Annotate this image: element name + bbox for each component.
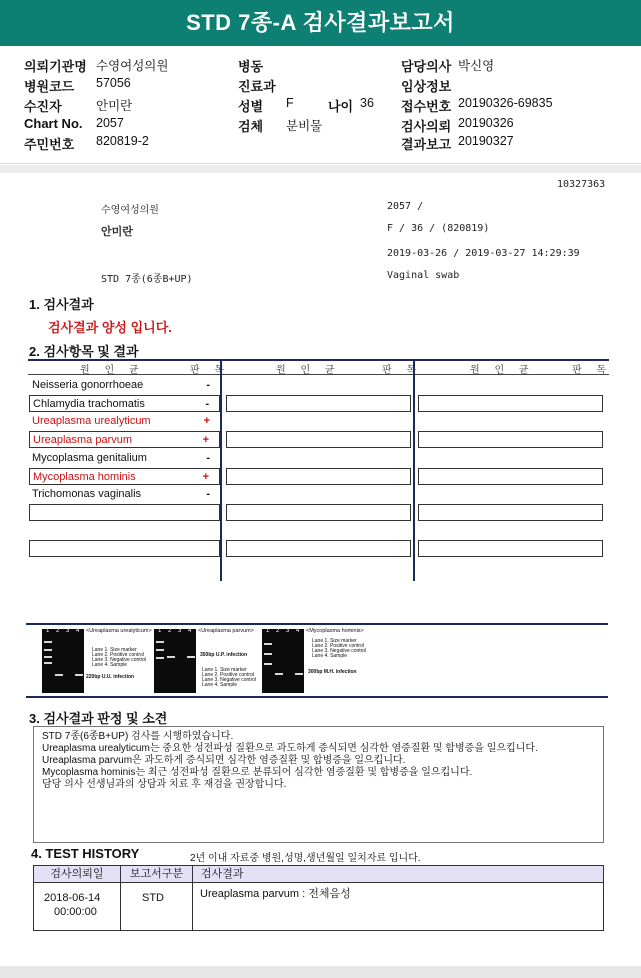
lane-number: 3 [66, 628, 70, 634]
opinion-line: Mycoplasma hominis는 최근 성전파성 질환으로 분류되어 심각한 염증질환 및 합병증을 일으킵니다. [42, 767, 473, 778]
gel-band [55, 674, 63, 676]
specimen-label: 검체 [238, 119, 264, 134]
result-row-chlamydia [29, 395, 220, 412]
empty-result-box [418, 468, 603, 485]
request-label: 검사의뢰 [401, 119, 452, 134]
paper-specimen: Vaginal swab [387, 270, 460, 281]
history-table [33, 865, 604, 931]
opinion-line: Ureaplasma parvum은 과도하게 증식되면 심각한 염증질환 및 합병증을 일으킵니다. [42, 755, 406, 766]
empty-result-box [226, 540, 411, 557]
paper-test-name: STD 7종(6종B+UP) [101, 274, 193, 285]
gel-band [44, 662, 52, 664]
col-header-judgement-3: 판 독 [572, 365, 613, 376]
pathogen-name: Mycoplasma hominis [33, 471, 136, 483]
paper-chart: 2057 / [387, 201, 424, 212]
col-header-pathogen-2: 원 인 균 [276, 365, 341, 376]
result-row-neisseria [29, 377, 220, 394]
doctor-value: 박신영 [458, 59, 495, 73]
patient-value: 안미란 [96, 99, 133, 113]
pathogen-name: Trichomonas vaginalis [32, 488, 142, 500]
institution-label: 의뢰기관명 [24, 59, 87, 74]
lane-number: 1 [46, 628, 50, 634]
judgement-mark: - [206, 452, 210, 464]
section4-title: 4. TEST HISTORY [31, 846, 140, 861]
col-header-judgement-2: 판 독 [382, 365, 423, 376]
col-header-pathogen-3: 원 인 균 [470, 365, 535, 376]
empty-result-box [226, 504, 411, 521]
gel-legend-line: Lane 1. Size marker [312, 638, 357, 644]
gel-band [44, 649, 52, 651]
empty-result-box [226, 395, 411, 412]
doctor-label: 담당의사 [401, 59, 452, 74]
pathogen-name: Neisseria gonorrhoeae [32, 379, 144, 391]
history-col-type: 보고서구분 [120, 866, 192, 882]
result-positive-text: 검사결과 양성 입니다. [48, 320, 172, 335]
results-table-divider-2 [413, 359, 415, 581]
opinion-box [33, 726, 604, 843]
opinion-line: Ureaplasma urealyticum는 중요한 성전파성 질환으로 과도하게 증식되면 심각한 염증질환 및 합병증을 일으킵니다. [42, 743, 538, 754]
history-col-divider [120, 883, 121, 930]
opinion-line: 담당 의사 선생님과의 상담과 치료 후 재검을 권장합니다. [42, 779, 287, 790]
lane-number: 1 [158, 628, 162, 634]
gel-band [187, 656, 195, 658]
gel-legend-line: Lane 4. Sample [92, 662, 128, 668]
institution-value: 수영여성의원 [96, 59, 169, 73]
gel-panel-title: <Ureaplasma urealyticum> [86, 628, 152, 634]
pathogen-name: Chlamydia trachomatis [33, 398, 145, 410]
history-col-date: 검사의뢰일 [50, 868, 104, 880]
lane-number: 3 [286, 628, 290, 634]
history-row-type: STD [142, 892, 164, 904]
gel-legend-line: Lane 3. Negative control [202, 677, 257, 683]
empty-result-box [418, 431, 603, 448]
section2-title: 2. 검사항목 및 결과 [29, 344, 139, 359]
results-table-divider-1 [220, 359, 222, 581]
gel-band [75, 674, 83, 676]
gel-legend-line: Lane 2. Positive control [312, 643, 364, 649]
judgement-mark: + [202, 471, 209, 483]
history-col-divider [192, 883, 193, 930]
paper-clinic: 수영여성의원 [101, 205, 159, 216]
gel-arrow-label: 220bp U.U. infection [86, 674, 135, 680]
col-header-judgement-1: 판 독 [190, 365, 231, 376]
report-date-label: 결과보고 [401, 137, 452, 152]
lane-number: 3 [178, 628, 182, 634]
history-row-result: Ureaplasma parvum : 전체음성 [200, 888, 351, 900]
sex-label: 성별 [238, 99, 264, 114]
gel-band [167, 656, 175, 658]
gel-image-parvum [154, 629, 196, 693]
report-header [0, 46, 641, 164]
gel-band [156, 657, 164, 659]
gel-band [264, 653, 272, 655]
gel-band [156, 641, 164, 643]
result-row-hominis [29, 468, 220, 485]
gel-electrophoresis-figure [26, 623, 608, 698]
judgement-mark: - [205, 398, 209, 410]
lane-number: 4 [76, 628, 80, 634]
lane-number: 4 [188, 628, 192, 634]
chart-value: 2057 [96, 116, 124, 130]
request-value: 20190326 [458, 116, 514, 130]
gel-panel-title: <Mycoplasma hominis> [306, 628, 364, 634]
lane-number: 2 [168, 628, 172, 634]
report-date-value: 20190327 [458, 134, 514, 148]
pathogen-name: Mycoplasma genitalium [32, 452, 147, 464]
bottom-band [0, 966, 641, 978]
judgement-mark: - [206, 379, 210, 391]
sex-value: F [286, 96, 294, 110]
gel-legend-line: Lane 1. Size marker [202, 667, 247, 673]
pathogen-name: Ureaplasma urealyticum [32, 415, 151, 427]
opinion-line: STD 7종(6종B+UP) 검사를 시행하였습니다. [42, 731, 234, 742]
gel-legend-line: Lane 1. Size marker [92, 647, 137, 653]
report-paper [0, 173, 641, 968]
col-header-pathogen-1: 원 인 균 [80, 365, 145, 376]
section3-title: 3. 검사결과 판정 및 소견 [29, 711, 168, 726]
age-label: 나이 [328, 99, 354, 114]
paper-sex-age: F / 36 / (820819) [387, 223, 490, 234]
gel-band [275, 673, 283, 675]
empty-result-box [29, 540, 220, 557]
gel-arrow-label: 350bp U.P. infection [200, 652, 248, 658]
lane-number: 2 [56, 628, 60, 634]
age-value: 36 [360, 96, 374, 110]
section1-title: 1. 검사결과 [29, 297, 94, 312]
chart-label: Chart No. [24, 116, 83, 131]
receipt-label: 접수번호 [401, 99, 452, 114]
patient-label: 수진자 [24, 99, 62, 114]
gel-band [295, 673, 303, 675]
empty-result-box [418, 395, 603, 412]
history-table-header [34, 866, 603, 883]
receipt-value: 20190326-69835 [458, 96, 553, 110]
gel-band [264, 663, 272, 665]
result-row-urealyticum [29, 413, 220, 430]
empty-result-box [226, 431, 411, 448]
result-row-genitalium [29, 450, 220, 467]
history-row-date: 2018-06-14 [44, 892, 101, 904]
lane-number: 4 [296, 628, 300, 634]
specimen-value: 분비물 [286, 119, 323, 133]
history-row-time: 00:00:00 [54, 906, 97, 918]
history-note: 2년 이내 자료중 병원,성명,생년월일 일치자료 입니다. [190, 853, 421, 864]
gel-legend-line: Lane 3. Negative control [92, 657, 147, 663]
result-row-trichomonas [29, 486, 220, 503]
lane-number: 2 [276, 628, 280, 634]
separator-band [0, 165, 641, 173]
judgement-mark: + [202, 434, 209, 446]
hospital-code-value: 57056 [96, 76, 131, 90]
empty-result-box [226, 468, 411, 485]
gel-image-urealyticum [42, 629, 84, 693]
gel-legend-line: Lane 2. Positive control [92, 652, 144, 658]
paper-patient: 안미란 [101, 226, 133, 238]
gel-panel-title: <Ureaplasma parvum> [198, 628, 254, 634]
gel-band [264, 643, 272, 645]
hospital-code-label: 병원코드 [24, 79, 75, 94]
lane-number: 1 [266, 628, 270, 634]
gel-legend-line: Lane 4. Sample [312, 653, 348, 659]
empty-result-box [418, 540, 603, 557]
gel-legend-line: Lane 4. Sample [202, 682, 238, 688]
gel-band [44, 656, 52, 658]
ward-label: 병동 [238, 59, 264, 74]
gel-image-hominis [262, 629, 304, 693]
gel-legend-line: Lane 3. Negative control [312, 648, 367, 654]
empty-result-box [29, 504, 220, 521]
empty-result-box [418, 504, 603, 521]
paper-dates: 2019-03-26 / 2019-03-27 14:29:39 [387, 248, 580, 259]
rrn-label: 주민번호 [24, 137, 75, 152]
gel-band [44, 641, 52, 643]
rrn-value: 820819-2 [96, 134, 149, 148]
judgement-mark: - [206, 488, 210, 500]
report-title: STD 7종-A 검사결과보고서 [0, 0, 641, 46]
judgement-mark: + [203, 415, 210, 427]
dept-label: 진료과 [238, 79, 276, 94]
gel-band [156, 649, 164, 651]
gel-arrow-label: 300bp M.H. infection [308, 669, 357, 675]
specimen-id: 10327363 [557, 179, 606, 190]
pathogen-name: Ureaplasma parvum [33, 434, 133, 446]
gel-legend-line: Lane 2. Positive control [202, 672, 254, 678]
clinical-label: 임상정보 [401, 79, 452, 94]
history-col-result: 검사결과 [192, 866, 252, 882]
result-row-parvum [29, 431, 220, 448]
